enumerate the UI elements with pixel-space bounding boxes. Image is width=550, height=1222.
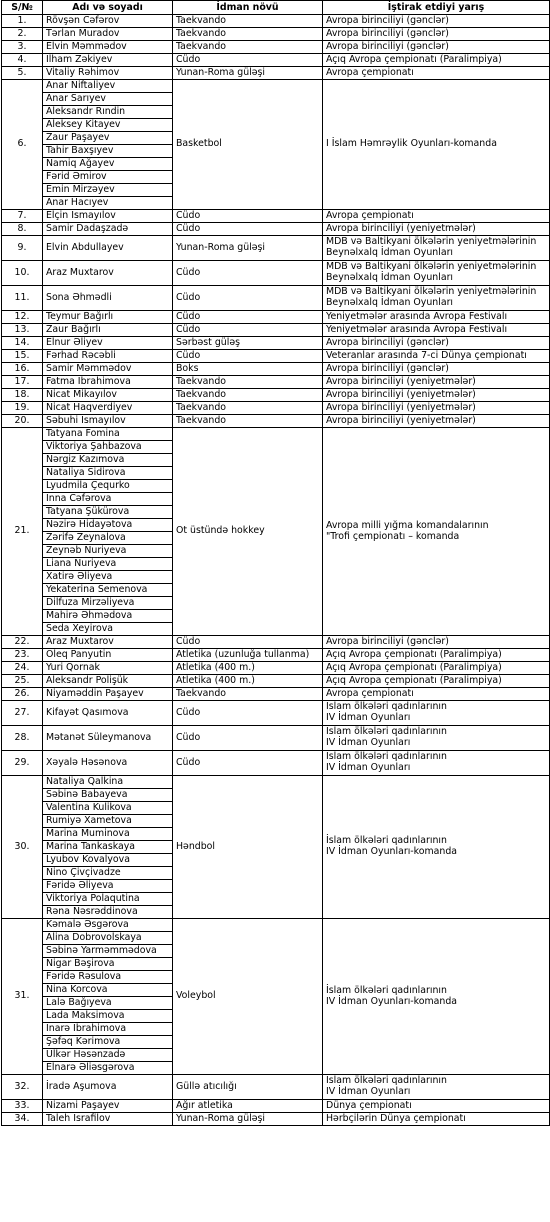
- competition-line: Açıq Avropa çempionatı (Paralimpiya): [326, 648, 502, 660]
- competition: [323, 649, 550, 662]
- header-sport: İdman növü: [173, 1, 323, 15]
- athlete-name: Teymur Bağırlı: [43, 311, 173, 324]
- athlete-name: Alina Dobrovolskaya: [43, 932, 173, 945]
- table-row: [2, 80, 550, 93]
- sport-type: Həndbol: [173, 776, 323, 919]
- athlete-name: Valentina Kulikova: [43, 802, 173, 815]
- header-event: İştirak etdiyi yarış: [323, 1, 550, 15]
- athlete-name: Mətanət Süleymanova: [43, 726, 173, 751]
- sport-type: Atletika (400 m.): [173, 675, 323, 688]
- competition-line: Avropa birinciliyi (yeniyetmələr): [326, 401, 476, 413]
- athlete-name: Lalə Bağıyeva: [43, 997, 173, 1010]
- sport-type: Cüdo: [173, 324, 323, 337]
- table-row: [2, 701, 550, 726]
- sport-type: Boks: [173, 363, 323, 376]
- competition-line: Avropa birinciliyi (gənclər): [326, 14, 449, 26]
- athlete-name: Samir Dadaşzadə: [43, 223, 173, 236]
- competition-line: MDB və Baltikyani ölkələrin yeniyetmələrinin: [326, 286, 537, 298]
- table-row: [2, 1075, 550, 1100]
- row-number: 10.: [2, 261, 43, 286]
- row-number: 26.: [2, 688, 43, 701]
- athletes-table: [1, 0, 550, 1126]
- athlete-name: Tahir Baxşıyev: [43, 145, 173, 158]
- table-row: [2, 428, 550, 441]
- table-row: [2, 350, 550, 363]
- sport-type: Taekvando: [173, 376, 323, 389]
- athlete-name: Anar Hacıyev: [43, 197, 173, 210]
- competition-line: IV İdman Oyunları: [326, 1086, 411, 1097]
- competition: [323, 223, 550, 236]
- table-row: [2, 415, 550, 428]
- table-row: [2, 28, 550, 41]
- competition: [323, 337, 550, 350]
- athlete-name: Samir Məmmədov: [43, 363, 173, 376]
- athlete-name: Zeynəb Nuriyeva: [43, 545, 173, 558]
- competition-line: Avropa birinciliyi (yeniyetmələr): [326, 414, 476, 426]
- table-body: [2, 15, 550, 1126]
- table-row: [2, 54, 550, 67]
- competition: [323, 67, 550, 80]
- athlete-name: Nataliya Qalkina: [43, 776, 173, 789]
- athlete-name: Səbuhi İsmayılov: [43, 415, 173, 428]
- competition-line: Beynəlxalq İdman Oyunları: [326, 247, 454, 258]
- row-number: 6.: [2, 80, 43, 210]
- athlete-name: Lyudmila Çequrko: [43, 480, 173, 493]
- competition: [323, 363, 550, 376]
- competition-line: İslam ölkələri qadınlarının: [326, 835, 447, 847]
- athlete-name: Zərifə Zeynalova: [43, 532, 173, 545]
- competition: [323, 402, 550, 415]
- athlete-name: Seda Xeyirova: [43, 623, 173, 636]
- competition-line: Veteranlar arasında 7-ci Dünya çempionatı: [326, 349, 527, 361]
- athlete-name: Fərhad Rəcəbli: [43, 350, 173, 363]
- athlete-name: Namiq Ağayev: [43, 158, 173, 171]
- table-row: [2, 261, 550, 286]
- table-row: [2, 919, 550, 932]
- row-number: 16.: [2, 363, 43, 376]
- table-row: [2, 688, 550, 701]
- competition-line: İslam ölkələri qadınlarının: [326, 984, 447, 996]
- athlete-name: Aleksey Kitayev: [43, 119, 173, 132]
- athlete-name: Araz Muxtarov: [43, 636, 173, 649]
- table-row: [2, 67, 550, 80]
- athlete-name: Dilfuza Mirzəliyeva: [43, 597, 173, 610]
- competition-line: IV İdman Oyunları: [326, 762, 411, 773]
- table-row: [2, 726, 550, 751]
- competition-line: Avropa birinciliyi (gənclər): [326, 40, 449, 52]
- row-number: 22.: [2, 636, 43, 649]
- sport-type: Cüdo: [173, 751, 323, 776]
- competition: [323, 701, 550, 726]
- row-number: 2.: [2, 28, 43, 41]
- competition: [323, 675, 550, 688]
- athlete-name: Fərid Əmirov: [43, 171, 173, 184]
- athlete-name: Xatirə Əliyeva: [43, 571, 173, 584]
- athlete-name: Elnarə Əliəsgərova: [43, 1062, 173, 1075]
- competition: [323, 324, 550, 337]
- table-row: [2, 389, 550, 402]
- competition-line: "Trofi çempionatı – komanda: [326, 530, 460, 542]
- competition-line: Avropa milli yığma komandalarının: [326, 519, 489, 531]
- sport-type: Yunan-Roma güləşi: [173, 1113, 323, 1126]
- competition: [323, 28, 550, 41]
- table-row: [2, 15, 550, 28]
- competition: [323, 350, 550, 363]
- athlete-name: Nicat Haqverdiyev: [43, 402, 173, 415]
- athlete-name: Elvin Abdullayev: [43, 236, 173, 261]
- row-number: 5.: [2, 67, 43, 80]
- competition-line: Açıq Avropa çempionatı (Paralimpiya): [326, 661, 502, 673]
- athlete-name: Anar Sarıyev: [43, 93, 173, 106]
- sport-type: Basketbol: [173, 80, 323, 210]
- competition-line: Beynəlxalq İdman Oyunları: [326, 272, 454, 283]
- competition: [323, 210, 550, 223]
- athlete-name: Səbinə Yarməmmədova: [43, 945, 173, 958]
- athlete-name: Anar Niftaliyev: [43, 80, 173, 93]
- sport-type: Voleybol: [173, 919, 323, 1075]
- row-number: 21.: [2, 428, 43, 636]
- competition: [323, 428, 550, 636]
- competition-line: İslam ölkələri qadınlarının: [326, 1075, 447, 1087]
- table-row: [2, 210, 550, 223]
- table-row: [2, 402, 550, 415]
- athlete-name: Zaur Bağırlı: [43, 324, 173, 337]
- athlete-name: Elnur Əliyev: [43, 337, 173, 350]
- table-row: [2, 1100, 550, 1113]
- athlete-name: Rəna Nəsrəddinova: [43, 906, 173, 919]
- athlete-name: İnna Cəfərova: [43, 493, 173, 506]
- row-number: 11.: [2, 286, 43, 311]
- header-row: [2, 1, 550, 15]
- row-number: 13.: [2, 324, 43, 337]
- competition-line: İslam ölkələri qadınlarının: [326, 701, 447, 713]
- competition: [323, 751, 550, 776]
- competition-line: Avropa birinciliyi (yeniyetmələr): [326, 375, 476, 387]
- competition: [323, 80, 550, 210]
- competition: [323, 662, 550, 675]
- athlete-name: Mahirə Əhmədova: [43, 610, 173, 623]
- table-row: [2, 376, 550, 389]
- row-number: 17.: [2, 376, 43, 389]
- athlete-name: Xəyalə Həsənova: [43, 751, 173, 776]
- athlete-name: Zaur Paşayev: [43, 132, 173, 145]
- row-number: 27.: [2, 701, 43, 726]
- row-number: 15.: [2, 350, 43, 363]
- row-number: 4.: [2, 54, 43, 67]
- competition-line: Açıq Avropa çempionatı (Paralimpiya): [326, 53, 502, 65]
- athlete-name: Rumiyə Xametova: [43, 815, 173, 828]
- competition: [323, 776, 550, 919]
- athlete-name: Aleksandr Rındin: [43, 106, 173, 119]
- competition: [323, 688, 550, 701]
- row-number: 34.: [2, 1113, 43, 1126]
- sport-type: Sərbəst güləş: [173, 337, 323, 350]
- table-row: [2, 636, 550, 649]
- row-number: 20.: [2, 415, 43, 428]
- table-row: [2, 675, 550, 688]
- row-number: 32.: [2, 1075, 43, 1100]
- athlete-name: Tatyana Fomina: [43, 428, 173, 441]
- athlete-name: İradə Aşumova: [43, 1075, 173, 1100]
- row-number: 33.: [2, 1100, 43, 1113]
- row-number: 18.: [2, 389, 43, 402]
- row-number: 28.: [2, 726, 43, 751]
- sport-type: Taekvando: [173, 389, 323, 402]
- sport-type: Cüdo: [173, 223, 323, 236]
- athlete-name: Elçin İsmayılov: [43, 210, 173, 223]
- row-number: 23.: [2, 649, 43, 662]
- athlete-name: Nəzirə Hidayətova: [43, 519, 173, 532]
- sport-type: Cüdo: [173, 350, 323, 363]
- competition: [323, 415, 550, 428]
- athlete-name: Lada Maksimova: [43, 1010, 173, 1023]
- athlete-name: Liana Nuriyeva: [43, 558, 173, 571]
- athlete-name: Tatyana Şükürova: [43, 506, 173, 519]
- competition-line: Avropa birinciliyi (gənclər): [326, 635, 449, 647]
- competition: [323, 54, 550, 67]
- athlete-name: Marina Muminova: [43, 828, 173, 841]
- competition-line: Yeniyetmələr arasında Avropa Festivalı: [326, 323, 508, 335]
- competition: [323, 286, 550, 311]
- athlete-name: Emin Mirzəyev: [43, 184, 173, 197]
- sport-type: Cüdo: [173, 726, 323, 751]
- row-number: 8.: [2, 223, 43, 236]
- competition-line: MDB və Baltikyani ölkələrin yeniyetmələrinin: [326, 236, 537, 248]
- competition-line: Avropa birinciliyi (gənclər): [326, 336, 449, 348]
- competition-line: Hərbçilərin Dünya çempionatı: [326, 1112, 466, 1124]
- competition-line: Yeniyetmələr arasında Avropa Festivalı: [326, 310, 508, 322]
- competition: [323, 1113, 550, 1126]
- competition-line: Avropa çempionatı: [326, 687, 414, 699]
- competition-line: IV İdman Oyunları-komanda: [326, 995, 458, 1007]
- competition-line: Açıq Avropa çempionatı (Paralimpiya): [326, 674, 502, 686]
- athlete-name: Marina Tankaskaya: [43, 841, 173, 854]
- athlete-name: Rövşən Cəfərov: [43, 15, 173, 28]
- athlete-name: Nino Çivçivadze: [43, 867, 173, 880]
- row-number: 12.: [2, 311, 43, 324]
- sport-type: Cüdo: [173, 636, 323, 649]
- athlete-name: Niyaməddin Paşayev: [43, 688, 173, 701]
- sport-type: Yunan-Roma güləşi: [173, 67, 323, 80]
- row-number: 29.: [2, 751, 43, 776]
- sport-type: Taekvando: [173, 688, 323, 701]
- row-number: 31.: [2, 919, 43, 1075]
- table-row: [2, 649, 550, 662]
- athlete-name: Sona Əhmədli: [43, 286, 173, 311]
- competition: [323, 261, 550, 286]
- athlete-name: Kifayət Qasımova: [43, 701, 173, 726]
- sport-type: Ağır atletika: [173, 1100, 323, 1113]
- athlete-name: Nina Korcova: [43, 984, 173, 997]
- competition-line: Avropa çempionatı: [326, 209, 414, 221]
- athlete-name: Nataliya Sidirova: [43, 467, 173, 480]
- athlete-name: Lyubov Kovalyova: [43, 854, 173, 867]
- competition: [323, 311, 550, 324]
- athlete-name: Yuri Qornak: [43, 662, 173, 675]
- table-row: [2, 41, 550, 54]
- athlete-name: Nərgiz Kazımova: [43, 454, 173, 467]
- athlete-name: Şəfəq Kərimova: [43, 1036, 173, 1049]
- table-row: [2, 311, 550, 324]
- row-number: 9.: [2, 236, 43, 261]
- table-row: [2, 337, 550, 350]
- competition-line: MDB və Baltikyani ölkələrin yeniyetmələrinin: [326, 261, 537, 273]
- athlete-name: İlham Zəkiyev: [43, 54, 173, 67]
- competition-line: Avropa birinciliyi (yeniyetmələr): [326, 388, 476, 400]
- row-number: 3.: [2, 41, 43, 54]
- competition: [323, 41, 550, 54]
- competition: [323, 919, 550, 1075]
- athlete-name: Tərlan Muradov: [43, 28, 173, 41]
- athlete-name: Səbinə Babayeva: [43, 789, 173, 802]
- row-number: 1.: [2, 15, 43, 28]
- athlete-name: Fəridə Rəsulova: [43, 971, 173, 984]
- table-row: [2, 363, 550, 376]
- row-number: 19.: [2, 402, 43, 415]
- row-number: 24.: [2, 662, 43, 675]
- sport-type: Cüdo: [173, 701, 323, 726]
- sport-type: Atletika (uzunluğa tullanma): [173, 649, 323, 662]
- competition: [323, 726, 550, 751]
- table-row: [2, 1113, 550, 1126]
- table-row: [2, 662, 550, 675]
- competition: [323, 389, 550, 402]
- competition: [323, 1075, 550, 1100]
- athlete-name: Fəridə Əliyeva: [43, 880, 173, 893]
- sport-type: Taekvando: [173, 15, 323, 28]
- sport-type: Güllə atıcılığı: [173, 1075, 323, 1100]
- competition: [323, 636, 550, 649]
- sport-type: Cüdo: [173, 54, 323, 67]
- competition-line: Avropa birinciliyi (gənclər): [326, 27, 449, 39]
- competition-line: I İslam Həmrəylik Oyunları-komanda: [326, 138, 497, 150]
- competition: [323, 1100, 550, 1113]
- athlete-name: Oleq Panyutin: [43, 649, 173, 662]
- sport-type: Taekvando: [173, 402, 323, 415]
- competition-line: Dünya çempionatı: [326, 1099, 412, 1111]
- competition-line: IV İdman Oyunları: [326, 712, 411, 723]
- sport-type: Taekvando: [173, 41, 323, 54]
- sport-type: Cüdo: [173, 311, 323, 324]
- row-number: 14.: [2, 337, 43, 350]
- row-number: 30.: [2, 776, 43, 919]
- athlete-name: Viktoriya Şahbazova: [43, 441, 173, 454]
- athlete-name: Kəmalə Əsgərova: [43, 919, 173, 932]
- table-row: [2, 324, 550, 337]
- header-name: Adı və soyadı: [43, 1, 173, 15]
- athlete-name: Elvin Məmmədov: [43, 41, 173, 54]
- sport-type: Yunan-Roma güləşi: [173, 236, 323, 261]
- competition-line: Avropa çempionatı: [326, 66, 414, 78]
- header-number: S/№: [2, 1, 43, 15]
- row-number: 25.: [2, 675, 43, 688]
- sport-type: Atletika (400 m.): [173, 662, 323, 675]
- athlete-name: Fatma İbrahimova: [43, 376, 173, 389]
- athlete-name: Araz Muxtarov: [43, 261, 173, 286]
- athlete-name: İnarə İbrahimova: [43, 1023, 173, 1036]
- competition-line: Avropa birinciliyi (yeniyetmələr): [326, 222, 476, 234]
- athlete-name: Vitaliy Rəhimov: [43, 67, 173, 80]
- competition-line: IV İdman Oyunları: [326, 737, 411, 748]
- sport-type: Cüdo: [173, 261, 323, 286]
- competition: [323, 376, 550, 389]
- athlete-name: Nicat Mikayılov: [43, 389, 173, 402]
- athlete-name: Taleh İsrafilov: [43, 1113, 173, 1126]
- competition-line: İslam ölkələri qadınlarının: [326, 726, 447, 738]
- table-row: [2, 236, 550, 261]
- competition-line: İslam ölkələri qadınlarının: [326, 751, 447, 763]
- table-row: [2, 751, 550, 776]
- athlete-name: Nizami Paşayev: [43, 1100, 173, 1113]
- table-row: [2, 286, 550, 311]
- table-row: [2, 776, 550, 789]
- sport-type: Taekvando: [173, 28, 323, 41]
- sport-type: Ot üstündə hokkey: [173, 428, 323, 636]
- athlete-name: Yekaterina Semenova: [43, 584, 173, 597]
- sport-type: Cüdo: [173, 286, 323, 311]
- row-number: 7.: [2, 210, 43, 223]
- competition-line: IV İdman Oyunları-komanda: [326, 846, 458, 857]
- athlete-name: Nigar Bəşirova: [43, 958, 173, 971]
- competition: [323, 15, 550, 28]
- athlete-name: Viktoriya Polaqutina: [43, 893, 173, 906]
- athlete-name: Ülkər Həsənzadə: [43, 1049, 173, 1062]
- athlete-name: Aleksandr Polişük: [43, 675, 173, 688]
- sport-type: Cüdo: [173, 210, 323, 223]
- competition-line: Avropa birinciliyi (gənclər): [326, 362, 449, 374]
- competition: [323, 236, 550, 261]
- table-row: [2, 223, 550, 236]
- sport-type: Taekvando: [173, 415, 323, 428]
- competition-line: Beynəlxalq İdman Oyunları: [326, 297, 454, 308]
